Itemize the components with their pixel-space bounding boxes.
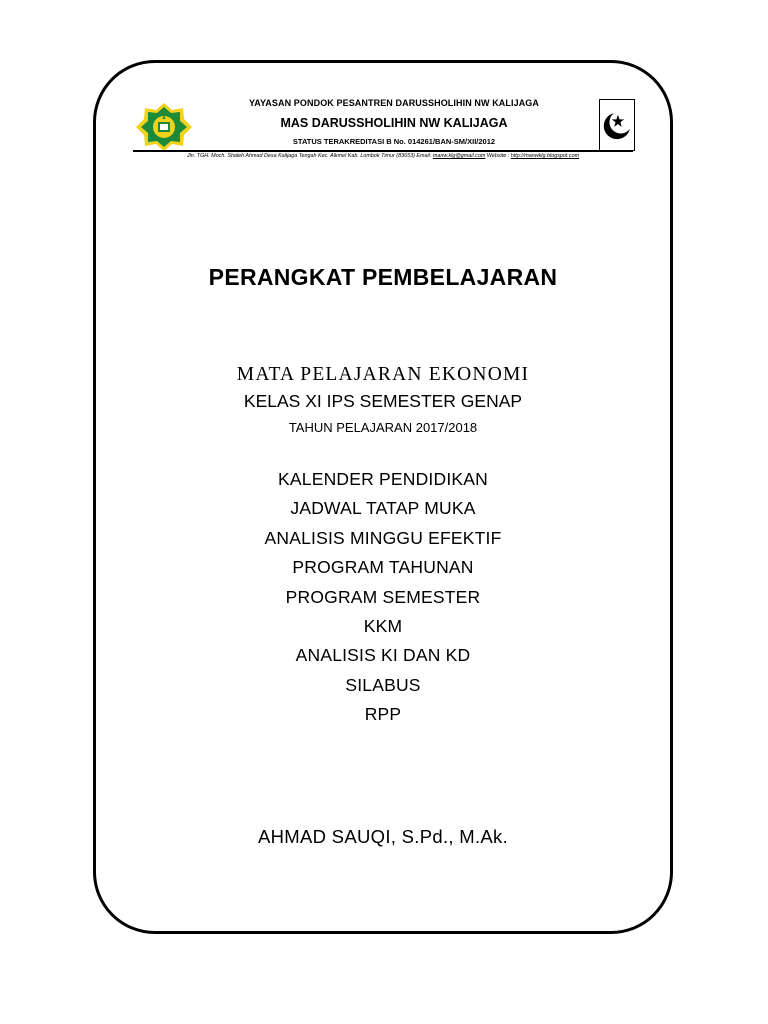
foundation-name: YAYASAN PONDOK PESANTREN DARUSSHOLIHIN NW KALIJAGA xyxy=(248,98,540,108)
website-link[interactable]: http://manwklg.blogspot.com xyxy=(510,153,580,159)
website-label: Website : xyxy=(485,153,511,159)
academic-year: TAHUN PELAJARAN 2017/2018 xyxy=(288,420,478,435)
contents-item: KALENDER PENDIDIKAN xyxy=(278,469,488,489)
contents-item: KKM xyxy=(363,615,403,636)
contents-item: SILABUS xyxy=(345,674,421,695)
letterhead xyxy=(133,96,633,162)
subject-heading: MATA PELAJARAN EKONOMI xyxy=(236,364,530,385)
email-link[interactable]: manw.klg@gmail.com xyxy=(432,153,486,159)
address-text: Jln. TGH. Moch. Shaleh Ahmad Desa Kalijaga Tengah Kec. Aikmel Kab. Lombok Timur (83653) Email: xyxy=(186,153,433,159)
letterhead-divider xyxy=(133,150,633,152)
contents-item: JADWAL TATAP MUKA xyxy=(290,498,476,519)
contents-item: PROGRAM TAHUNAN xyxy=(292,557,474,578)
school-address xyxy=(133,153,633,159)
ministry-of-religious-affairs-emblem-icon xyxy=(135,102,193,152)
author-name: AHMAD SAUQI, S.Pd., M.Ak. xyxy=(257,826,509,847)
accreditation-status: STATUS TERAKREDITASI B No. 014261/BAN-SM/XII/2012 xyxy=(292,137,496,146)
document-title: PERANGKAT PEMBELAJARAN xyxy=(208,264,558,290)
contents-list xyxy=(93,467,673,732)
class-semester: KELAS XI IPS SEMESTER GENAP xyxy=(243,391,523,411)
contents-item: PROGRAM SEMESTER xyxy=(285,586,481,607)
contents-item: RPP xyxy=(364,704,402,725)
crescent-star-emblem-icon xyxy=(599,99,635,151)
contents-item: ANALISIS MINGGU EFEKTIF xyxy=(264,527,502,548)
school-name: MAS DARUSSHOLIHIN NW KALIJAGA xyxy=(280,116,508,130)
contents-item: ANALISIS KI DAN KD xyxy=(295,645,471,666)
